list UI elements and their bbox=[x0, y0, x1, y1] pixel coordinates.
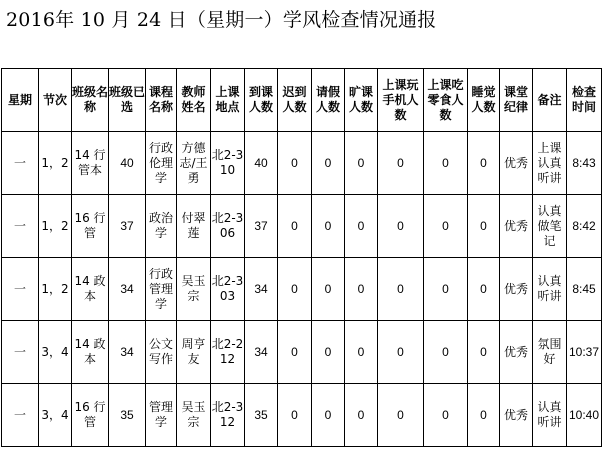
snack-cell: 0 bbox=[424, 321, 468, 384]
col-header-teacher: 教师姓名 bbox=[177, 69, 211, 132]
enrolled-cell: 34 bbox=[109, 321, 146, 384]
course-cell: 行政管理学 bbox=[146, 258, 177, 321]
enrolled-cell: 34 bbox=[109, 258, 146, 321]
inspection-table bbox=[1, 68, 602, 447]
weekday-cell: 一 bbox=[2, 321, 39, 384]
phone-cell: 0 bbox=[378, 384, 424, 447]
discipline-cell: 优秀 bbox=[500, 132, 533, 195]
col-header-phone: 上课玩手机人数 bbox=[378, 69, 424, 132]
table-row bbox=[2, 195, 602, 258]
weekday-cell: 一 bbox=[2, 132, 39, 195]
col-header-attendance: 到课人数 bbox=[245, 69, 278, 132]
col-header-remark: 备注 bbox=[533, 69, 567, 132]
teacher-cell: 吴玉宗 bbox=[177, 258, 211, 321]
col-header-class-name: 班级名称 bbox=[72, 69, 109, 132]
remark-cell: 认真听讲 bbox=[533, 384, 567, 447]
period-cell: 3，4 bbox=[39, 321, 72, 384]
location-cell: 北2-212 bbox=[211, 321, 245, 384]
period-cell: 1，2 bbox=[39, 132, 72, 195]
report-title: 2016年 10 月 24 日（星期一）学风检查情况通报 bbox=[6, 9, 437, 31]
leave-cell: 0 bbox=[312, 258, 345, 321]
class-name-cell: 16 行管 bbox=[72, 195, 109, 258]
attendance-cell: 35 bbox=[245, 384, 278, 447]
col-header-absent: 旷课人数 bbox=[345, 69, 378, 132]
discipline-cell: 优秀 bbox=[500, 384, 533, 447]
phone-cell: 0 bbox=[378, 321, 424, 384]
enrolled-cell: 40 bbox=[109, 132, 146, 195]
late-cell: 0 bbox=[278, 321, 312, 384]
period-cell: 3，4 bbox=[39, 384, 72, 447]
col-header-location: 上课地点 bbox=[211, 69, 245, 132]
weekday-cell: 一 bbox=[2, 195, 39, 258]
remark-cell: 认真做笔记 bbox=[533, 195, 567, 258]
location-cell: 北2-306 bbox=[211, 195, 245, 258]
class-name-cell: 14 行管本 bbox=[72, 132, 109, 195]
table-row bbox=[2, 321, 602, 384]
col-header-period: 节次 bbox=[39, 69, 72, 132]
leave-cell: 0 bbox=[312, 321, 345, 384]
col-header-discipline: 课堂纪律 bbox=[500, 69, 533, 132]
col-header-late: 迟到人数 bbox=[278, 69, 312, 132]
remark-cell: 氛围好 bbox=[533, 321, 567, 384]
phone-cell: 0 bbox=[378, 258, 424, 321]
teacher-cell: 吴玉宗 bbox=[177, 384, 211, 447]
teacher-cell: 周亨友 bbox=[177, 321, 211, 384]
sleep-cell: 0 bbox=[468, 195, 500, 258]
table-row bbox=[2, 132, 602, 195]
remark-cell: 上课认真听讲 bbox=[533, 132, 567, 195]
absent-cell: 0 bbox=[345, 384, 378, 447]
teacher-cell: 付翠莲 bbox=[177, 195, 211, 258]
col-header-check-time: 检查时间 bbox=[567, 69, 602, 132]
location-cell: 北2-303 bbox=[211, 258, 245, 321]
course-cell: 管理学 bbox=[146, 384, 177, 447]
late-cell: 0 bbox=[278, 384, 312, 447]
sleep-cell: 0 bbox=[468, 384, 500, 447]
course-cell: 行政伦理学 bbox=[146, 132, 177, 195]
snack-cell: 0 bbox=[424, 195, 468, 258]
absent-cell: 0 bbox=[345, 195, 378, 258]
course-cell: 公文写作 bbox=[146, 321, 177, 384]
period-cell: 1，2 bbox=[39, 195, 72, 258]
col-header-course: 课程名称 bbox=[146, 69, 177, 132]
location-cell: 北2-312 bbox=[211, 384, 245, 447]
check-time-cell: 10:37 bbox=[567, 321, 602, 384]
sleep-cell: 0 bbox=[468, 132, 500, 195]
attendance-cell: 40 bbox=[245, 132, 278, 195]
attendance-cell: 34 bbox=[245, 258, 278, 321]
discipline-cell: 优秀 bbox=[500, 321, 533, 384]
sleep-cell: 0 bbox=[468, 258, 500, 321]
snack-cell: 0 bbox=[424, 258, 468, 321]
absent-cell: 0 bbox=[345, 132, 378, 195]
snack-cell: 0 bbox=[424, 132, 468, 195]
enrolled-cell: 35 bbox=[109, 384, 146, 447]
sleep-cell: 0 bbox=[468, 321, 500, 384]
phone-cell: 0 bbox=[378, 195, 424, 258]
location-cell: 北2-310 bbox=[211, 132, 245, 195]
class-name-cell: 16 行管 bbox=[72, 384, 109, 447]
check-time-cell: 10:40 bbox=[567, 384, 602, 447]
class-name-cell: 14 政本 bbox=[72, 321, 109, 384]
col-header-snack: 上课吃零食人数 bbox=[424, 69, 468, 132]
header-row bbox=[2, 69, 602, 132]
late-cell: 0 bbox=[278, 132, 312, 195]
leave-cell: 0 bbox=[312, 384, 345, 447]
attendance-cell: 37 bbox=[245, 195, 278, 258]
col-header-enrolled: 班级已选 bbox=[109, 69, 146, 132]
table-row bbox=[2, 258, 602, 321]
period-cell: 1，2 bbox=[39, 258, 72, 321]
absent-cell: 0 bbox=[345, 321, 378, 384]
teacher-cell: 方德志/王勇 bbox=[177, 132, 211, 195]
course-cell: 政治学 bbox=[146, 195, 177, 258]
check-time-cell: 8:42 bbox=[567, 195, 602, 258]
snack-cell: 0 bbox=[424, 384, 468, 447]
phone-cell: 0 bbox=[378, 132, 424, 195]
remark-cell: 认真听讲 bbox=[533, 258, 567, 321]
absent-cell: 0 bbox=[345, 258, 378, 321]
discipline-cell: 优秀 bbox=[500, 195, 533, 258]
enrolled-cell: 37 bbox=[109, 195, 146, 258]
weekday-cell: 一 bbox=[2, 384, 39, 447]
leave-cell: 0 bbox=[312, 195, 345, 258]
late-cell: 0 bbox=[278, 258, 312, 321]
col-header-sleep: 睡觉人数 bbox=[468, 69, 500, 132]
leave-cell: 0 bbox=[312, 132, 345, 195]
col-header-weekday: 星期 bbox=[2, 69, 39, 132]
weekday-cell: 一 bbox=[2, 258, 39, 321]
col-header-leave: 请假人数 bbox=[312, 69, 345, 132]
check-time-cell: 8:45 bbox=[567, 258, 602, 321]
discipline-cell: 优秀 bbox=[500, 258, 533, 321]
attendance-cell: 34 bbox=[245, 321, 278, 384]
check-time-cell: 8:43 bbox=[567, 132, 602, 195]
table-row bbox=[2, 384, 602, 447]
late-cell: 0 bbox=[278, 195, 312, 258]
class-name-cell: 14 政本 bbox=[72, 258, 109, 321]
